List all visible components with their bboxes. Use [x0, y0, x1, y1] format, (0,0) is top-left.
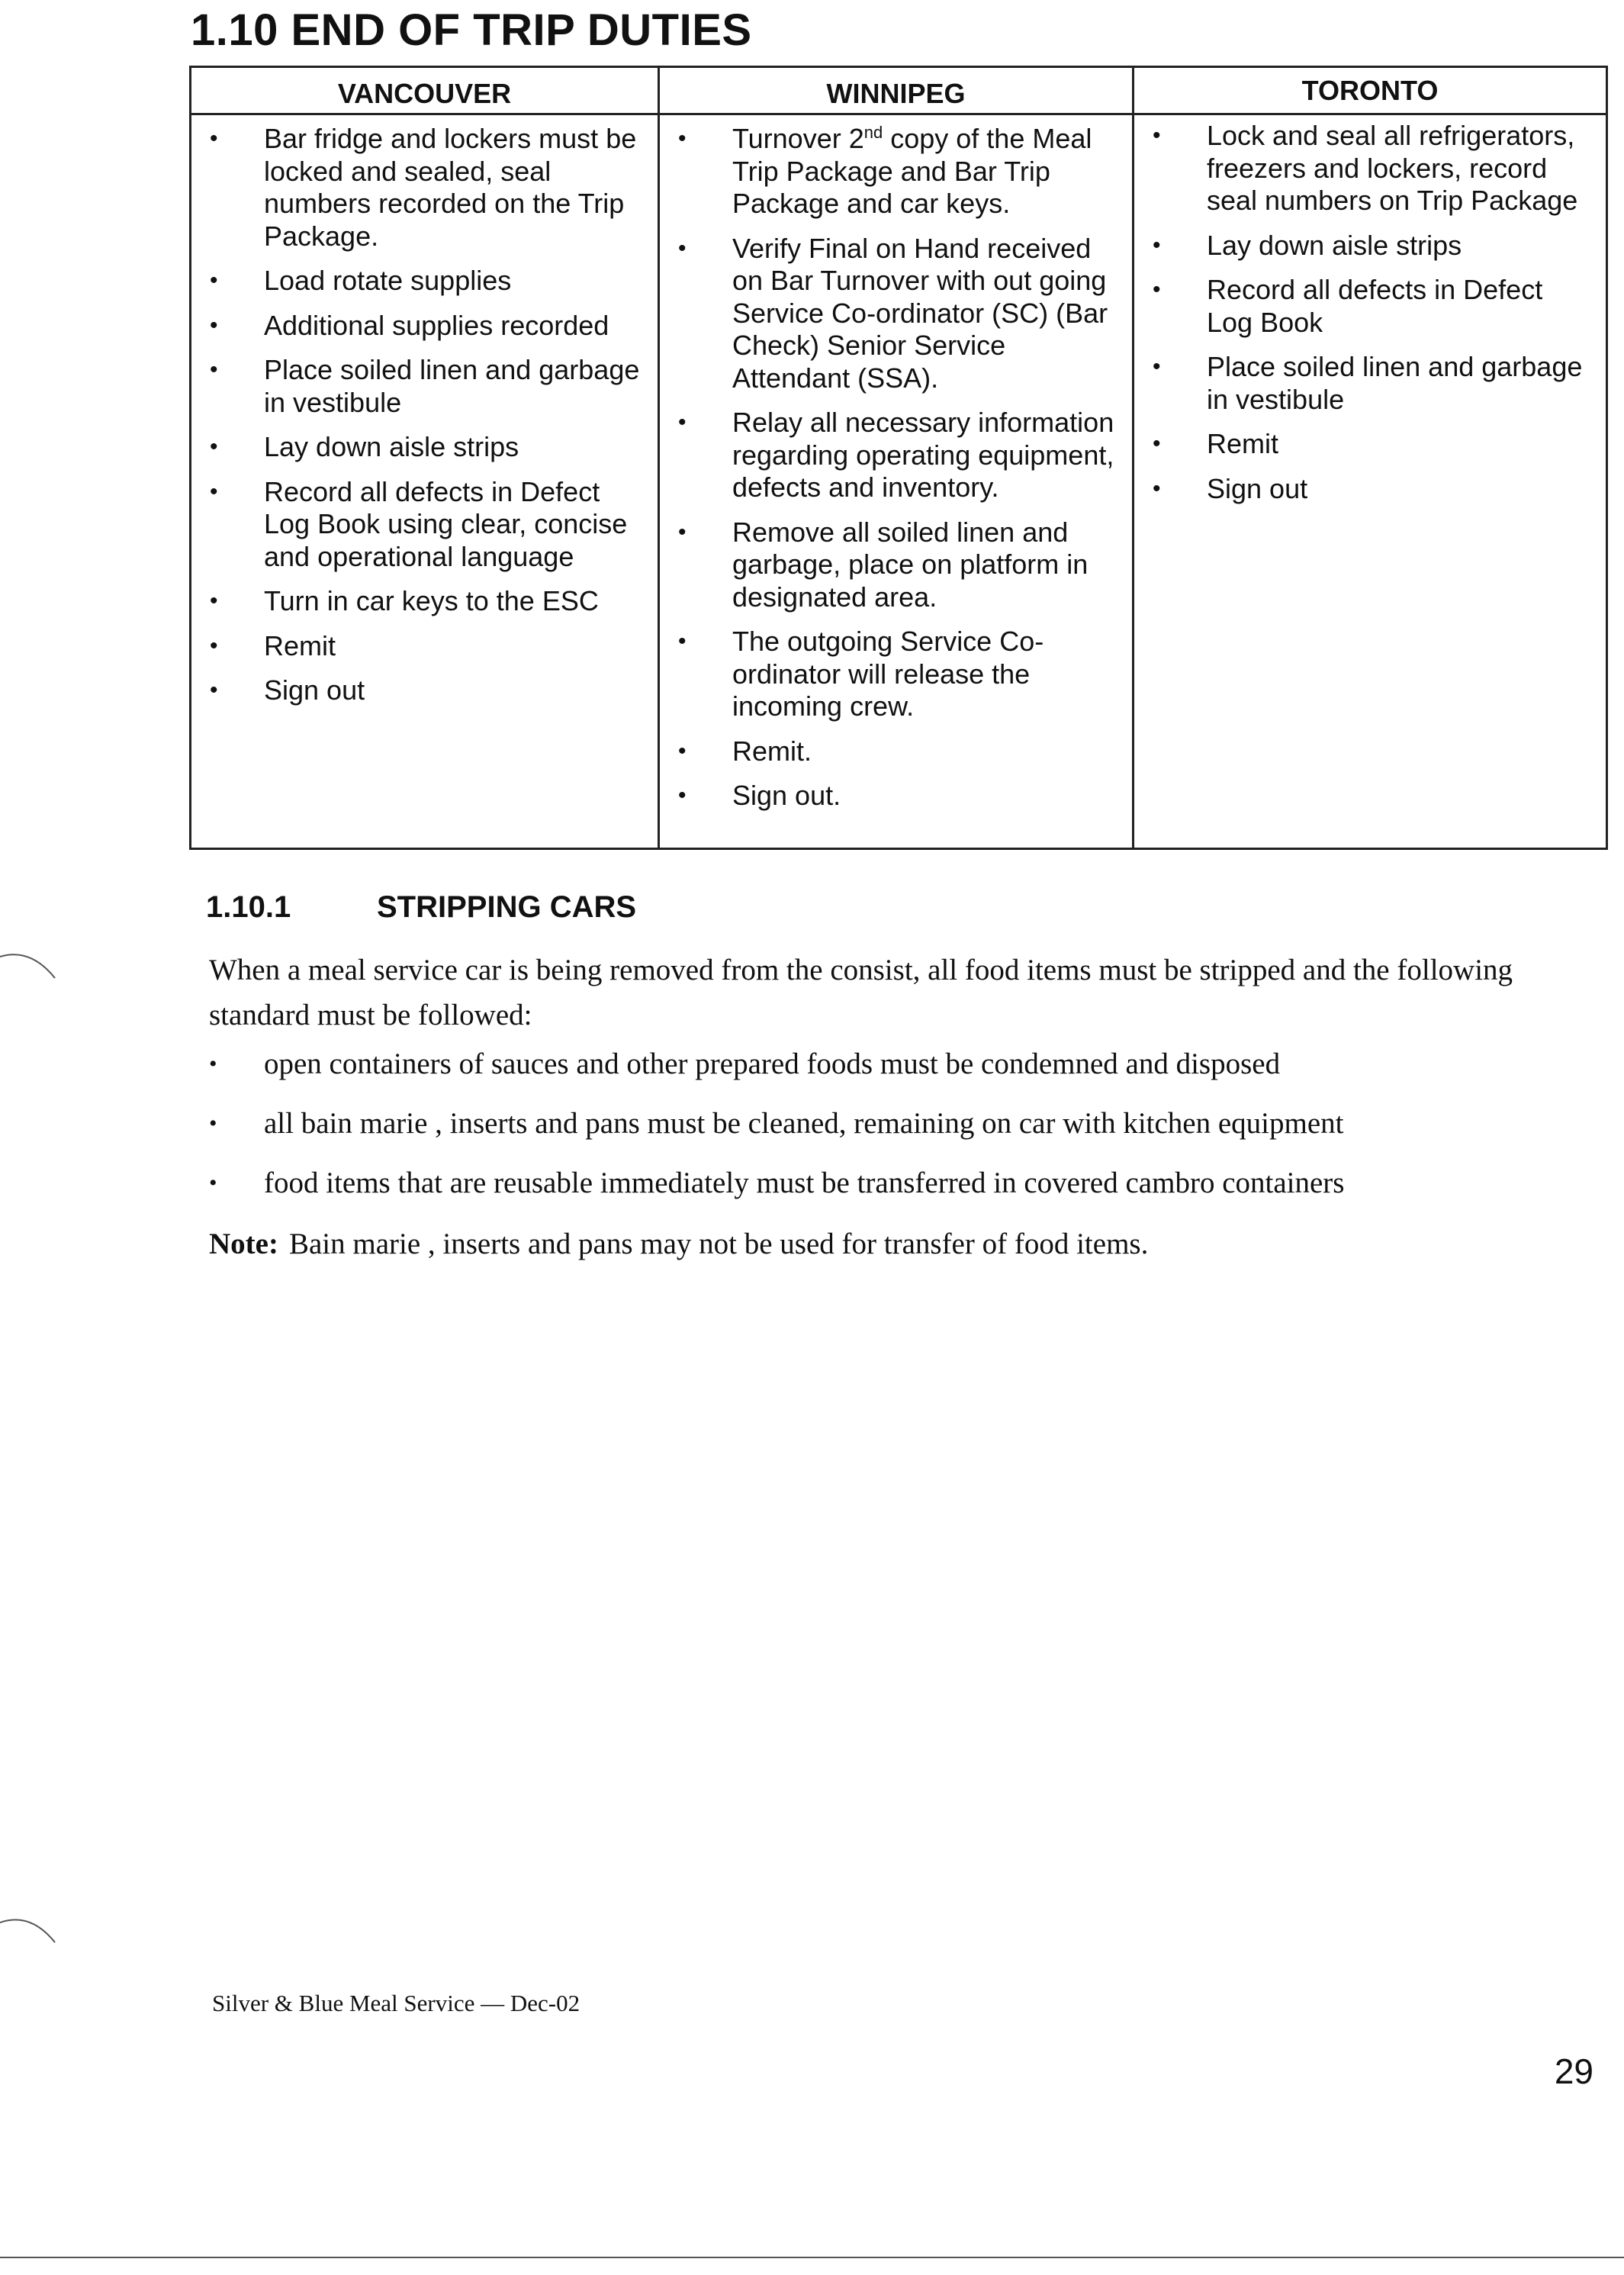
duty-item-text: Remove all soiled linen and garbage, place on platform in designated area. — [732, 516, 1089, 613]
duty-item — [660, 407, 1132, 504]
bullet-icon: • — [1153, 123, 1161, 148]
stripping-intro-paragraph: When a meal service car is being removed from the consist, all food items must be stripped and the following standard must be followed: — [209, 954, 1513, 1031]
bottom-rule — [0, 2257, 1624, 2258]
duty-item-text: Relay all necessary information regarding operating equipment, defects and inventory. — [732, 407, 1114, 503]
bullet-icon: • — [678, 410, 687, 435]
bullet-icon: • — [210, 632, 218, 658]
duty-item-text: Load rotate supplies — [264, 265, 512, 296]
bullet-icon: • — [210, 357, 218, 382]
duty-item-text: Lay down aisle strips — [1207, 229, 1462, 261]
duty-item — [660, 233, 1132, 395]
duty-item — [191, 674, 658, 707]
duty-list-winnipeg — [660, 123, 1132, 812]
bullet-icon: • — [678, 126, 687, 151]
column-vancouver — [191, 115, 660, 848]
column-heading-vancouver: VANCOUVER — [191, 68, 660, 115]
stripping-item-text: open containers of sauces and other prepared foods must be condemned and disposed — [264, 1047, 1281, 1080]
bullet-icon: • — [678, 235, 687, 261]
duty-list-vancouver — [191, 123, 658, 707]
bullet-icon: • — [210, 588, 218, 613]
bullet-icon: • — [1153, 431, 1161, 456]
stripping-item — [209, 1045, 1582, 1083]
duty-item-text: Turnover 2 — [732, 123, 864, 154]
column-toronto — [1134, 115, 1606, 848]
stripping-item — [209, 1164, 1582, 1202]
note-label: Note: — [209, 1228, 278, 1260]
duty-item — [1134, 473, 1606, 506]
duty-item-text: Bar fridge and lockers must be locked and sealed, seal numbers recorded on the Trip Package. — [264, 123, 637, 252]
page-number: 29 — [1554, 2051, 1593, 2091]
bullet-icon: • — [209, 1051, 217, 1076]
duty-item — [660, 735, 1132, 768]
subsection-title: STRIPPING CARS — [377, 890, 637, 924]
duty-item — [191, 630, 658, 663]
bullet-icon: • — [210, 312, 218, 338]
duty-item — [660, 123, 1132, 220]
bullet-icon: • — [210, 268, 218, 293]
subsection-heading — [206, 890, 636, 925]
footer-text: Silver & Blue Meal Service — Dec-02 — [212, 1990, 580, 2016]
note-line — [209, 1227, 1148, 1261]
duty-item-text: copy of the Meal Trip Package and Bar Trip Package and car keys. — [732, 123, 1092, 219]
note-text: Bain marie , inserts and pans may not be used for transfer of food items. — [288, 1228, 1149, 1260]
bullet-icon: • — [210, 126, 218, 151]
duty-item-text: Place soiled linen and garbage in vestibule — [264, 354, 640, 418]
duty-item — [1134, 230, 1606, 262]
duty-item-text: Remit — [1207, 428, 1279, 459]
bullet-icon: • — [210, 677, 218, 703]
duty-item — [660, 780, 1132, 812]
duty-item — [191, 265, 658, 298]
duty-item — [191, 123, 658, 253]
duty-item — [191, 476, 658, 574]
duty-item — [1134, 351, 1606, 416]
duty-item — [191, 310, 658, 343]
duty-list-toronto — [1134, 120, 1606, 505]
duty-item — [191, 354, 658, 419]
stripping-item-text: all bain marie , inserts and pans must be cleaned, remaining on car with kitchen equipment — [264, 1107, 1344, 1140]
duty-item-text: Record all defects in Defect Log Book using clear, concise and operational language — [264, 475, 628, 572]
duty-item-text: The outgoing Service Co-ordinator will release the incoming crew. — [732, 626, 1044, 722]
section-title: 1.10 END OF TRIP DUTIES — [191, 5, 752, 55]
duty-item — [191, 431, 658, 464]
stripping-item-text: food items that are reusable immediately must be transferred in covered cambro containers — [264, 1166, 1345, 1199]
bullet-icon: • — [210, 478, 218, 504]
bullet-icon: • — [1153, 475, 1161, 501]
duty-item-text: Sign out — [1207, 472, 1308, 504]
duty-item-text: Lay down aisle strips — [264, 431, 519, 462]
subsection-number: 1.10.1 — [206, 890, 291, 924]
column-winnipeg — [660, 115, 1134, 848]
bullet-icon: • — [678, 738, 687, 764]
duty-item-text: Sign out. — [732, 780, 841, 811]
stripping-item — [209, 1105, 1582, 1143]
duty-item — [1134, 120, 1606, 217]
bullet-icon: • — [678, 519, 687, 545]
bullet-icon: • — [678, 783, 687, 808]
punch-hole-mark — [0, 1912, 61, 1950]
duty-item-text: Additional supplies recorded — [264, 309, 609, 341]
duty-item — [660, 626, 1132, 723]
duty-item-text: Remit — [264, 629, 336, 661]
duty-item — [191, 585, 658, 618]
duty-item-text: Record all defects in Defect Log Book — [1207, 274, 1543, 338]
duty-item — [660, 516, 1132, 614]
bullet-icon: • — [209, 1170, 217, 1195]
duty-item-text: Turn in car keys to the ESC — [264, 585, 599, 616]
duty-item-text: Remit. — [732, 735, 812, 767]
duty-item — [1134, 428, 1606, 461]
bullet-icon: • — [1153, 232, 1161, 258]
bullet-icon: • — [1153, 277, 1161, 302]
stripping-standards-list — [209, 1045, 1582, 1224]
bullet-icon: • — [1153, 354, 1161, 379]
duty-item — [1134, 274, 1606, 339]
duty-item-text: Verify Final on Hand received on Bar Turnover with out going Service Co-ordinator (SC) (Bar Check) Senior Service Attendant (SSA). — [732, 232, 1108, 394]
column-heading-winnipeg: WINNIPEG — [660, 68, 1134, 115]
bullet-icon: • — [678, 629, 687, 654]
duties-table — [189, 66, 1608, 850]
ordinal-suffix: nd — [863, 123, 883, 142]
duty-item-text: Lock and seal all refrigerators, freezers and lockers, record seal numbers on Trip Package — [1207, 120, 1578, 216]
punch-hole-mark — [0, 948, 61, 986]
duty-item-text: Place soiled linen and garbage in vestibule — [1207, 351, 1583, 415]
bullet-icon: • — [209, 1111, 217, 1136]
column-heading-toronto: TORONTO — [1134, 68, 1606, 115]
bullet-icon: • — [210, 434, 218, 459]
duty-item-text: Sign out — [264, 674, 365, 706]
